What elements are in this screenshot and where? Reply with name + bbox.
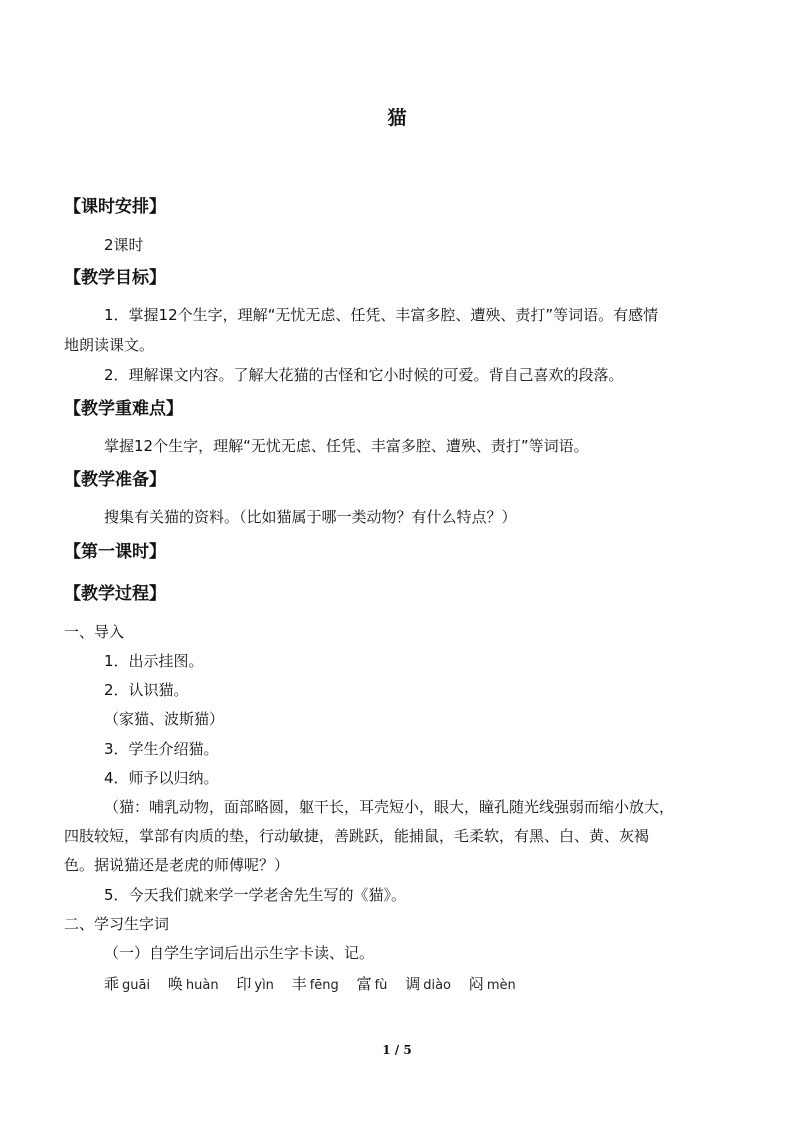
pinyin: yìn <box>254 978 274 993</box>
cat-note-line-2: 四肢较短，掌部有肉质的垫，行动敏捷，善跳跃，能捕鼠，毛柔软，有黑、白、黄、灰褐 <box>64 827 650 845</box>
schedule-text: 2课时 <box>104 236 144 254</box>
step-1: 1．出示挂图。 <box>104 652 204 670</box>
preparation-text: 搜集有关猫的资料。（比如猫属于哪一类动物？有什么特点？） <box>104 508 517 526</box>
character-item <box>469 975 516 993</box>
character: 闷 <box>468 975 484 993</box>
page-number: 1 / 5 <box>382 1043 412 1057</box>
cat-note-line-3: 色。据说猫还是老虎的师傅呢？） <box>64 856 290 874</box>
character: 调 <box>405 975 421 993</box>
key-points-heading: 【教学重难点】 <box>64 399 183 419</box>
goals-heading: 【教学目标】 <box>64 268 166 288</box>
pinyin: huàn <box>185 978 219 993</box>
step-3: 3．学生介绍猫。 <box>104 740 219 758</box>
document-title: 猫 <box>387 107 407 129</box>
character: 印 <box>236 975 252 993</box>
schedule-heading: 【课时安排】 <box>64 197 166 217</box>
pinyin: fù <box>374 978 388 993</box>
pinyin: mèn <box>486 978 516 993</box>
character-item <box>168 975 219 993</box>
pinyin: guāi <box>122 978 151 993</box>
step-2: 2．认识猫。 <box>104 681 189 699</box>
cat-note-line-1: （猫：哺乳动物，面部略圆，躯干长，耳壳短小，眼大，瞳孔随光线强弱而缩小放大， <box>104 798 675 816</box>
character-list <box>104 973 529 994</box>
step-2-note: （家猫、波斯猫） <box>104 710 225 728</box>
character-item <box>357 975 388 993</box>
part-two-subsection-1: （一）自学生字词后出示生字卡读、记。 <box>104 944 375 962</box>
step-4: 4．师予以归纳。 <box>104 769 219 787</box>
process-heading: 【教学过程】 <box>64 584 166 604</box>
character: 富 <box>356 975 372 993</box>
character: 乖 <box>104 975 120 993</box>
character: 唤 <box>167 975 183 993</box>
goal-1-line-1: 1．掌握12个生字，理解“无忧无虑、任凭、丰富多腔、遭殃、责打”等词语。有感情 <box>104 306 659 324</box>
step-5: 5．今天我们就来学一学老舍先生写的《猫》。 <box>104 886 407 904</box>
character-item <box>104 975 150 993</box>
character: 丰 <box>291 975 307 993</box>
key-points-text: 掌握12个生字，理解“无忧无虑、任凭、丰富多腔、遭殃、责打”等词语。 <box>104 437 589 455</box>
goal-1-line-2: 地朗读课文。 <box>64 336 155 354</box>
character-item <box>405 975 451 993</box>
goal-2: 2．理解课文内容。了解大花猫的古怪和它小时候的可爱。背自己喜欢的段落。 <box>104 366 624 384</box>
pinyin: diào <box>423 978 452 993</box>
lesson-one-heading: 【第一课时】 <box>64 542 166 562</box>
character-item <box>236 975 274 993</box>
part-two-title: 二、学习生字词 <box>64 915 170 933</box>
pinyin: fēng <box>309 978 339 993</box>
character-item <box>292 975 339 993</box>
part-one-title: 一、导入 <box>64 623 125 641</box>
preparation-heading: 【教学准备】 <box>64 470 166 490</box>
